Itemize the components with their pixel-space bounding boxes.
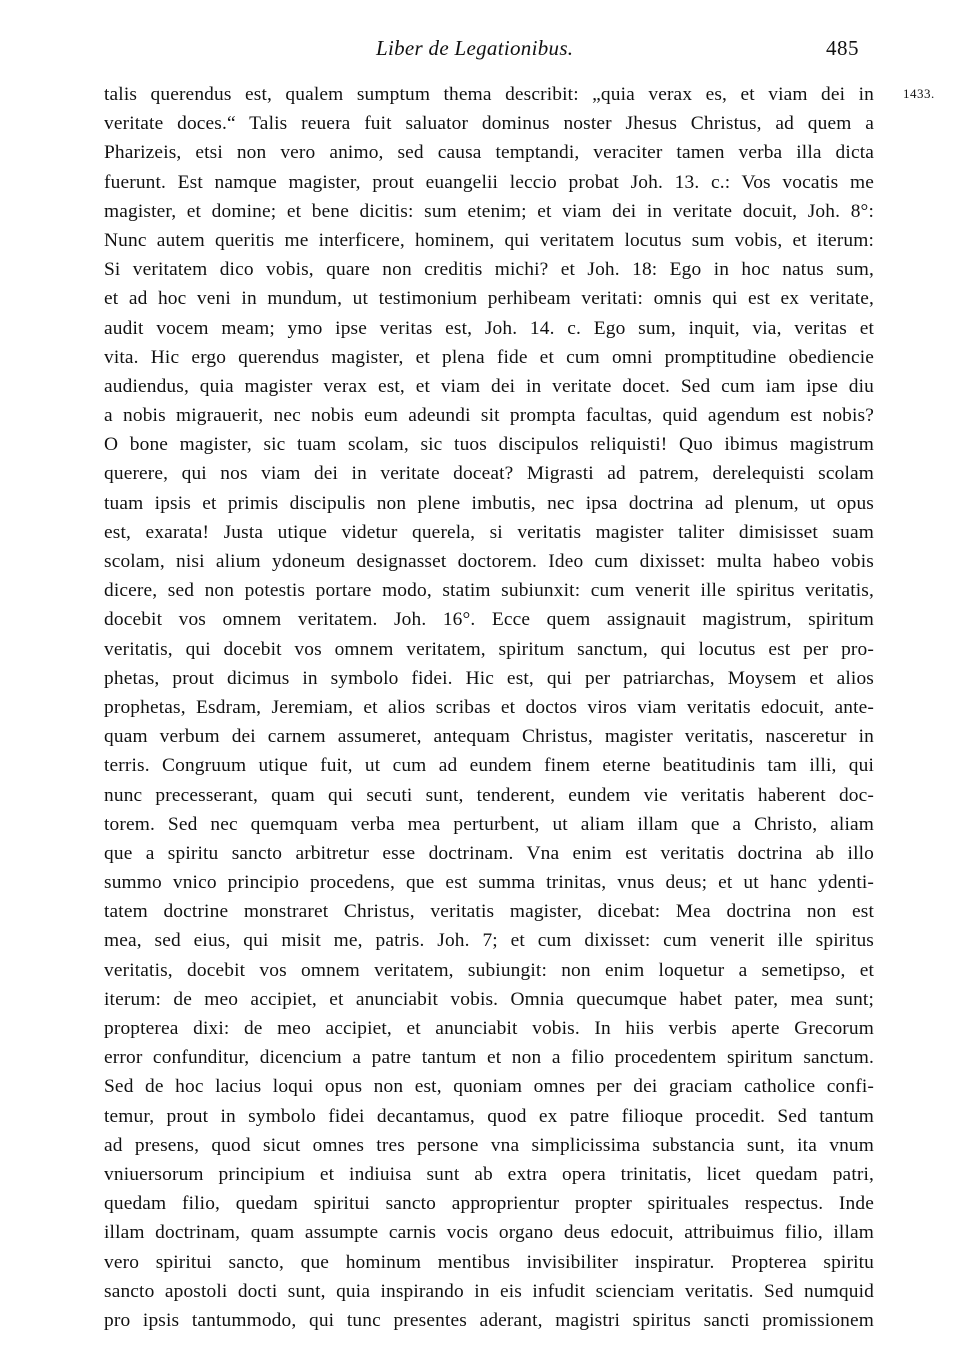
text-line: audit vocem meam; ymo ipse veritas est, Joh. 14. c. Ego sum, inquit, via, veritas et [104,317,874,339]
running-title: Liber de Legationibus. [376,36,574,60]
text-line: iterum: de meo accipiet, et anunciabit vobis. Omnia quecumque habet pater, mea sunt; [104,988,874,1010]
text-line: magister, et domine; et bene dicitis: sum etenim; et viam dei in veritate docuit, Joh. 8°: [104,200,874,222]
text-line: illam doctrinam, quam assumpte carnis vocis organo deus edocuit, attribuimus filio, illam [104,1222,874,1244]
text-line: vero spiritui sancto, que hominum mentibus invisibiliter inspiratur. Propterea spiritu [104,1251,874,1273]
text-line: Sed de hoc lacius loqui opus non est, quoniam omnes per dei graciam catholice confi- [104,1076,874,1098]
text-line: tatem doctrine monstraret Christus, veritatis magister, dicebat: Mea doctrina non est [104,901,874,923]
text-line: a nobis migrauerit, nec nobis eum adeundi sit prompta facultas, quid agendum est nobis? [104,405,874,427]
text-line: talis querendus est, qualem sumptum thema describit: „quia verax es, et viam dei in [104,84,874,105]
text-line: Nunc autem queritis me interficere, hominem, qui veritatem locutus sum vobis, et iterum: [104,229,874,251]
text-line: veritatis, docebit vos omnem veritatem, subiungit: non enim loquetur a semetipso, et [104,959,874,981]
text-line: que a spiritu sancto arbitretur esse doctrinam. Vna enim est veritatis doctrina ab illo [104,842,874,864]
text-line: audiendus, quia magister verax est, et viam dei in veritate docet. Sed cum iam ipse diu [104,375,874,397]
text-line: vniuersorum principium et indiuisa sunt ab extra opera trinitatis, licet quedam patri, [104,1163,874,1185]
text-line: scolam, nisi alium ydoneum designasset doctorem. Ideo cum dixisset: multa habeo vobis [104,551,874,572]
text-line: veritatis, qui docebit vos omnem veritatem, spiritum sanctum, qui locutus est per pro- [104,638,874,660]
text-line: quam verbum dei carnem assumeret, antequam Christus, magister veritatis, nasceretur in [104,726,874,748]
text-line: terris. Congruum utique fuit, ut cum ad eundem finem eterne beatitudinis tam illi, qui [104,755,874,777]
text-line: veritate doces.“ Talis reuera fuit saluator dominus noster Jhesus Christus, ad quem a [104,113,874,135]
text-line: querere, qui nos viam dei in veritate doceat? Migrasti ad patrem, derelequisti scolam [104,463,874,485]
text-line: docebit vos omnem veritatem. Joh. 16°. Ecce quem assignauit magistrum, spiritum [104,609,874,631]
running-head [0,36,960,66]
text-line: dicere, sed non potestis portare modo, statim subiunxit: cum venerit ille spiritus veritatis, [104,580,874,602]
text-line: quedam filio, quedam spiritui sancto approprientur propter spirituales respectus. Inde [104,1193,874,1215]
text-line: et ad hoc veni in mundum, ut testimonium perhibeam veritati: omnis qui est ex veritate, [104,288,874,310]
text-line: prophetas, Esdram, Jeremiam, et alios scribas et doctos viros viam veritatis edocuit, ante- [104,696,874,718]
text-line: summo vnico principio procedens, que est summa trinitas, vnus deus; et ut hanc ydenti- [104,872,874,894]
text-line: est, exarata! Justa utique videtur querela, si veritatis magister taliter dimisisset suam [104,521,874,543]
text-line: sancto apostoli docti sunt, quia inspirando in eis infudit scienciam veritatis. Sed numquid [104,1280,874,1302]
text-line: ad presens, quod sicut omnes tres persone vna simplicissima substancia sunt, ita vnum [104,1134,874,1156]
text-line: phetas, prout dicimus in symbolo fidei. Hic est, qui per patriarchas, Moysem et alios [104,667,874,689]
text-line: Si veritatem dico vobis, quare non creditis michi? et Joh. 18: Ego in hoc natus sum, [104,259,874,281]
text-line: mea, sed eius, qui misit me, patris. Joh. 7; et cum dixisset: cum venerit ille spiritus [104,930,874,952]
page-number: 485 [826,36,859,60]
text-line: torem. Sed nec quemquam verba mea perturbent, ut aliam illam que a Christo, aliam [104,813,874,835]
text-line: error confunditur, dicencium a patre tantum et non a filio procedentem spiritum sanctum. [104,1047,874,1069]
text-line: pro ipsis tantummodo, qui tunc presentes aderant, magistri spiritus sancti promissionem [104,1309,874,1331]
margin-year-note: 1433. [903,86,935,101]
text-line: tuam ipsis et primis discipulis non plene imbutis, nec ipsa doctrina ad plenum, ut opus [104,492,874,514]
text-line: nunc precesserant, quam qui secuti sunt, tenderent, eundem vie veritatis haberent doc- [104,784,874,806]
text-line: O bone magister, sic tuam scolam, sic tuos discipulos reliquisti! Quo ibimus magistrum [104,434,874,456]
text-line: vita. Hic ergo querendus magister, et plena fide et cum omni promptitudine obediencie [104,346,874,368]
text-line: temur, prout in symbolo fidei decantamus, quod ex patre filioque procedit. Sed tantum [104,1105,874,1127]
text-line: fuerunt. Est namque magister, prout euangelii leccio probat Joh. 13. c.: Vos vocatis me [104,171,874,193]
text-line: Pharizeis, etsi non vero animo, sed causa temptandi, veraciter tamen verba illa dicta [104,142,874,164]
text-line: propterea dixi: de meo accipiet, et anunciabit vobis. In hiis verbis aperte Grecorum [104,1018,874,1039]
body-text [104,80,874,1335]
